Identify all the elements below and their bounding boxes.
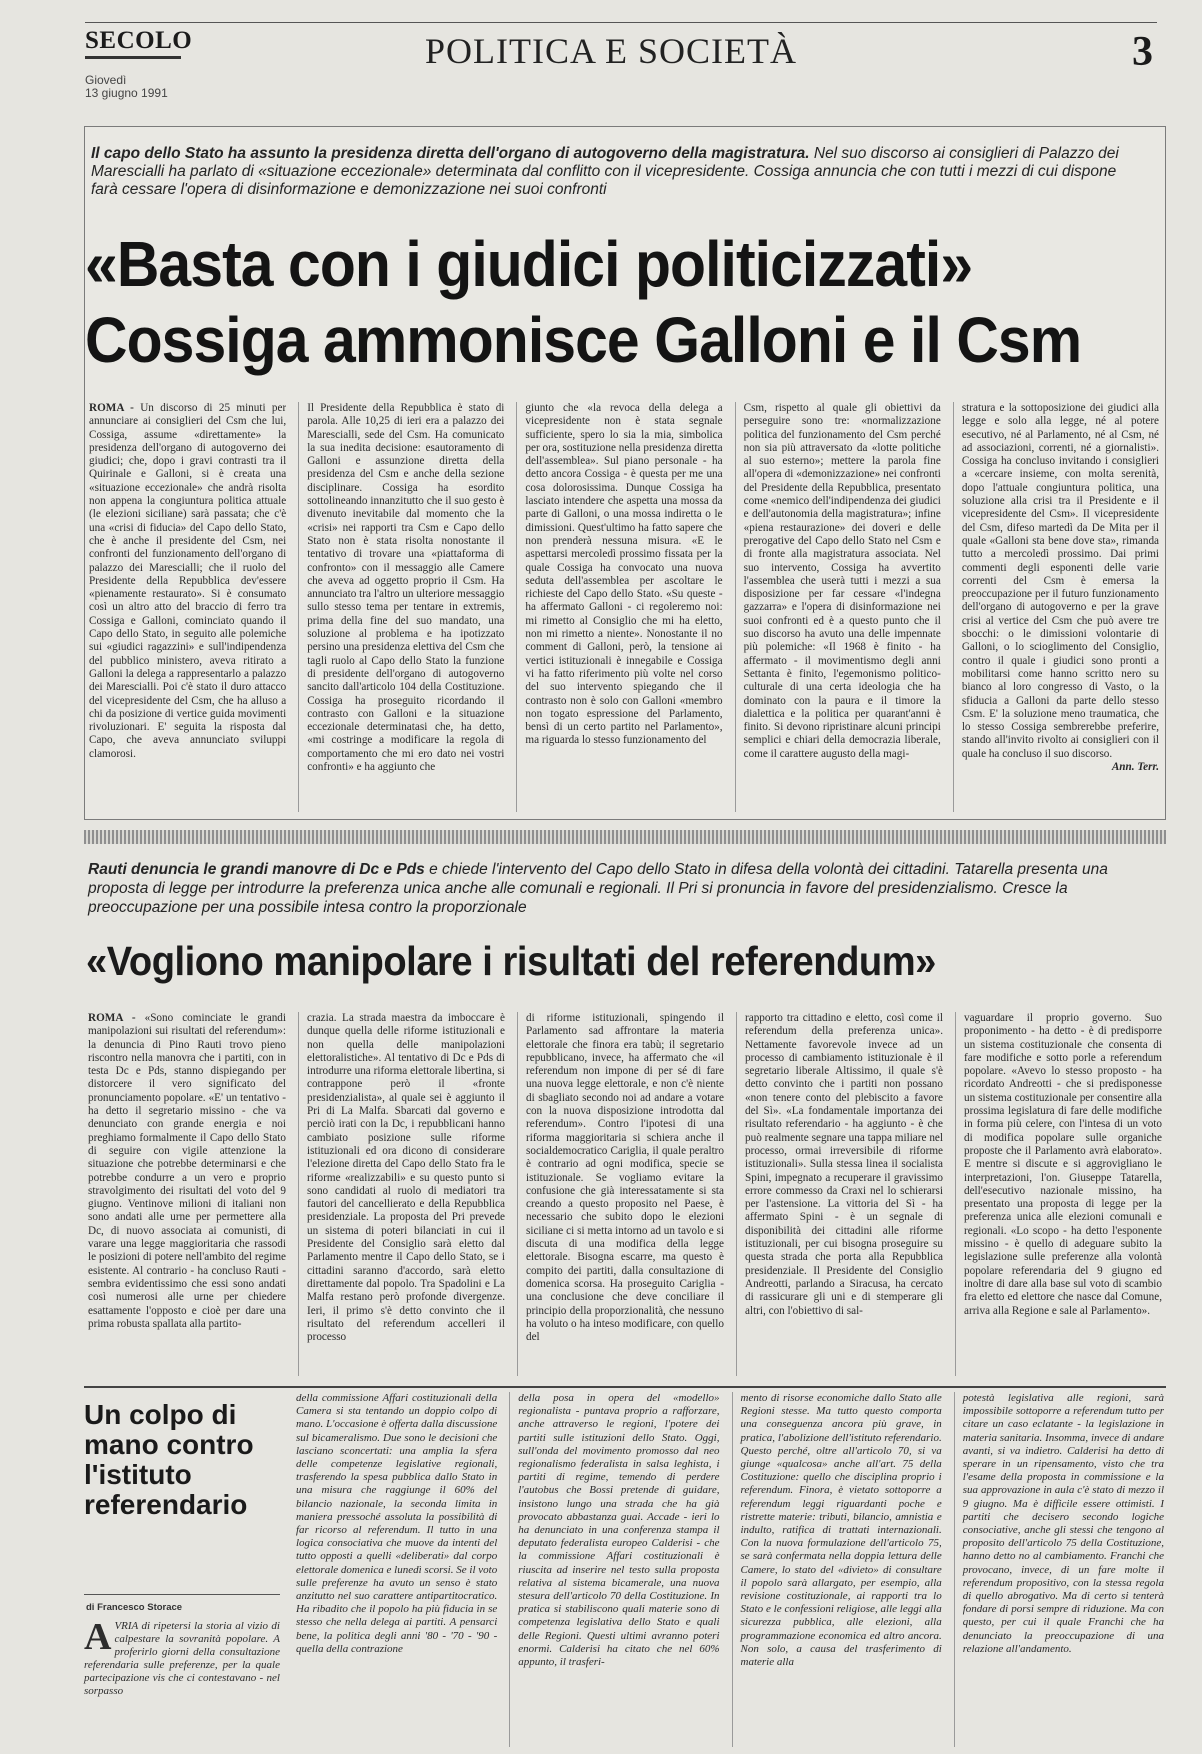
article3-top-rule: [84, 1386, 1166, 1388]
article1-column-5: [953, 402, 1159, 812]
article3-column-1: [296, 1392, 497, 1747]
article1-headline-line2: Cossiga ammonisce Galloni e il Csm: [85, 304, 1082, 376]
article-cossiga-csm: [84, 126, 1166, 820]
article2-body: [88, 1012, 1162, 1376]
section-divider-band: [84, 830, 1166, 844]
article2-column-1: [88, 1012, 286, 1376]
column-text: della posa in opera del «modello» regionalista - puntava proprio a rafforzare, anche attraverso le regioni, l'potere dei partiti sulle istituzioni dello Stato. Oggi, sull'onda del movimento promosso dal neo regionalismo federalista in salsa leghista, i partiti di regime, temendo di perdere l'autobus che Bossi pretende di guidare, insistono lungo una strada che ha già provocato abbastanza guai. Accade - ieri lo ha denunciato in una conferenza stampa il deputato federalista europeo Calderisi - che la commissione Affari costituzionali è riuscita ad inserire nel testo sulla proposta relativa al sistema bicamerale, una nuova stesura dell'articolo 70 della Costituzione. In pratica si stabiliscono quali materie sono di competenza legislativa dello Stato e quali delle Regioni. Questi ultimi avranno poteri enormi. Calderisi ha citato che nel 60% appunto, il trasferi-: [518, 1392, 720, 1669]
article3-column-3: [732, 1392, 942, 1747]
section-title: POLITICA E SOCIETÀ: [425, 31, 797, 71]
article2-column-2: [298, 1012, 505, 1376]
column-text: stratura e la sottoposizione dei giudici alla legge e solo alla legge, né al potere esecutivo, né al Parlamento, né al Csm, né ad associazioni, correnti, né a giornalisti». Cossiga ha concluso invitando i consiglieri a «cercare insieme, con molta serenità, dopo l'attuale congiuntura politica, una soluzione alla crisi tra il Presidente e il vicepresidente del Csm». Il vicepresidente del Csm, difeso martedì da De Mita per il quale «Galloni sta bene dove sta», rimanda tutto a mercoledì prossimo. Dai primi commenti degli esponenti delle varie correnti del Csm è emersa la preoccupazione per il futuro funzionamento dell'organo di autogoverno e per la grave crisi al vertice del Csm che può avere tre sbocchi: o le dimissioni volontarie di Galloni, o lo scioglimento del Consiglio, contro il quale i giudici sono pronti a mobilitarsi come hanno scritto nero su bianco al loro congresso di Vasto, o la sfiducia a Galloni da parte dello stesso Csm. E' la soluzione meno traumatica, che lo stesso Cossiga sembrerebbe preferire, stando all'invito rivolto ai consiglieri con il quale ha concluso il suo discorso.: [961, 402, 1160, 760]
column-text: Un discorso di 25 minuti per annunciare ai consiglieri del Csm che lui, Cossiga, assume «direttamente» la presidenza dell'organo di autogoverno dei giudici; che, dopo i gravi contrasti tra il Quirinale e Galloni, si è creata una «situazione eccezionale» che andrà risolta non appena la congiuntura politica attuale (le elezioni siciliane) sarà passata; che c'è una «crisi di fiducia» del Capo dello Stato, che è anche il presidente del Csm, nei confronti del funzionamento dell'organo di palazzo dei Marescialli; che il ruolo del Presidente della Repubblica dev'essere «pienamente restaurato». Si è consumato così un altro atto del braccio di ferro tra Cossiga e Galloni, cominciato quando il Capo dello Stato, in seguito alle polemiche sui «giudici ragazzini» e sull'indipendenza del pubblico ministero, aveva ritirato a Galloni la delega a rappresentarlo a palazzo dei Marescialli. Poi c'è stato il duro attacco del vicepresidente del Csm, che ha alluso a chi da posizione di vertice guida movimenti rivoluzionari. E' seguita la risposta dal Capo, che aveva annunciato sviluppi clamorosi.: [89, 402, 287, 760]
column-text: Il Presidente della Repubblica è stato di parola. Alle 10,25 di ieri era a palazzo dei Marescialli, sede del Csm. Ha comunicato la sua inedita decisione: esautoramento di Galloni e assunzione diretta della presidenza del Csm e anche della sezione disciplinare. Cossiga ha esordito sottolineando innanzitutto che il suo gesto è divenuto inevitabile dal momento che la «crisi» nei rapporti tra Csm e Capo dello Stato non è stata risolta nonostante il tentativo di trovare una «piattaforma di confronto» con il messaggio alle Camere che aveva ad oggetto proprio il Csm. Ha annunciato tra l'altro un ulteriore messaggio sullo stesso tema per tentare in extremis, prima della fine del suo mandato, una soluzione al problema e ha ipotizzato persino una presidenza elettiva del Csm che tagli ruolo al Capo dello Stato la funzione di presidente dell'organo di autogoverno sancito dall'articolo 104 della Costituzione. Cossiga ha proseguito ricordando il contrasto con Galloni e la situazione eccezionale determinatasi che, ha detto, «mi costringe a modificare la regola di comportamento che mi ero dato nei vostri confronti» e ha aggiunto che: [307, 402, 505, 774]
column-text: potestà legislativa alle regioni, sarà impossibile sottoporre a referendum tutto per citare un caso eclatante - la legislazione in materia sanitaria. Insomma, invece di andare avanti, si va indietro. Calderisi ha detto di sperare in un ripensamento, visto che tra l'esame della proposta in commissione e la sua approvazione in aula c'è stato di mezzo il 9 giugno. Ma è difficile essere ottimisti. I partiti che decisero secondo logiche consociative, anche gli stessi che tengono al proposito dell'articolo 75 della Costituzione, hanno detto no al cambiamento. Franchi che provocano, invece, di un fare molte il referendum propositivo, con la stessa regola di quello abrogativo. Ma di certo si tenterà fondare di porsi sempre di riduzione. Ma con questo, per cui il quale Franchi che ha denunciato la preoccupazione di una relazione all'andamento.: [962, 1392, 1164, 1655]
logo-underline: [85, 56, 181, 59]
issue-full-date: 13 giugno 1991: [85, 85, 168, 100]
article2-column-3: [517, 1012, 724, 1376]
article1-body: [89, 402, 1159, 812]
article1-column-2: [298, 402, 504, 812]
masthead-top-rule: [85, 22, 1157, 23]
article1-summary-bold: Il capo dello Stato ha assunto la presidenza diretta dell'organo di autogoverno della magistratura.: [91, 145, 810, 162]
dateline: ROMA -: [89, 402, 134, 414]
article3-column-4: [954, 1392, 1164, 1747]
article1-headline-line1: «Basta con i giudici politicizzati»: [85, 228, 973, 300]
newspaper-logo: SECOLO: [85, 27, 193, 54]
article2-summary: [88, 860, 1138, 917]
article2-column-4: [736, 1012, 943, 1376]
article3-title: Un colpo di mano contro l'istituto referendario: [84, 1399, 254, 1520]
drop-cap: A: [84, 1616, 112, 1658]
article1-column-4: [735, 402, 941, 812]
article1-signature: Ann. Terr.: [1111, 761, 1160, 774]
article3-byline: di Francesco Storace: [86, 1602, 183, 1613]
byline-rule: [84, 1594, 280, 1595]
masthead: [85, 14, 1157, 100]
article-colpo-di-mano: [84, 1392, 1166, 1747]
column-text: della commissione Affari costituzionali della Camera si sta tentando un doppio colpo di mano. L'occasione è offerta dalla discussione sul bicameralismo. Due sono le decisioni che lasciano sconcertati: una amplia la sfera delle competenze legislative regionali, trasferendo la spesa pubblica dallo Stato in una misura che raggiunge il 60% del bilancio nazionale, la seconda limita in maniera pressoché assoluta la possibilità di far ricorso al referendum. Il tutto in una logica consociativa che muove da intenti del tutto opposti a quelli «deliberati» dal corpo elettorale domenica e lunedì scorsi. Se il voto sulle preferenze ha avuto un senso è stato anzitutto nel suo carattere antipartitocratico. Ha ribadito che il popolo ha più fiducia in se stesso che nella delega ai partiti. A pensarci bene, la politica degli anni '80 - '70 - '90 - quella della contrazione: [296, 1392, 498, 1655]
article1-summary-rest: Nel suo discorso ai consiglieri di Palazzo dei Marescialli ha parlato di «situazione eccezionale» determinata dal conflitto con il vicepresidente. Cossiga annuncia che con tutti i mezzi di cui dispone farà cessare l'opera di disinformazione e demonizzazione nei suoi confronti: [91, 145, 1119, 198]
column-text: mento di risorse economiche dallo Stato alle Regioni stesse. Ma tutto questo comporta una conseguenza ancora più grave, in pratica, l'abolizione dell'istituto referendario. Questo perché, oltre all'articolo 70, si va giunge «qualcosa» anche all'art. 75 della Costituzione: quello che disciplina proprio i referendum. Finora, è vietato sottoporre a referendum leggi riguardanti poche e ristrette materie: tributi, bilancio, amnistia e indulto, ratifica di trattati internazionali. Con la nuova formulazione dell'articolo 75, se sarà confermata nella doppia lettura delle Camere, lo stato del «divieto» di consultare il popolo sarà allargato, per esempio, alla revisione costituzionale, ai rapporti tra lo Stato e le confessioni religiose, alle leggi alla sicurezza pubblica, alle elezioni, alla programmazione economica ed altro ancora. Non solo, a causa del trasferimento di materie alla: [740, 1392, 942, 1669]
article1-summary: [91, 145, 1131, 199]
article3-body: [296, 1392, 1164, 1747]
column-text: rapporto tra cittadino e eletto, così come il referendum della preferenza unica». Nettamente favorevole invece ad un processo di cambiamento istituzionale è il segretario liberale Altissimo, il quale s'è detto convinto che i partiti non possano «non tenere conto del plebiscito a favore del Sì». «La fondamentale importanza dei risultato referendario - ha aggiunto - è che può realmente segnare una tappa miliare nel processo, ormai irreversibile di riforme istituzionali». Sulla stessa linea il socialista Spini, impegnato a recuperare il gravissimo errore commesso da Craxi nel lo schierarsi per l'astensione. La vittoria del Sì - ha affermato Spini - è un segnale di disponibilità dei cittadini alle riforme istituzionali, per cui bisogna proseguire su questa strada che porta alla Repubblica presidenziale. Il Presidente del Consiglio Andreotti, parlando a Siracusa, ha cercato di rassicurare gli uni e di stemperare gli altri, con l'obiettivo di sal-: [745, 1012, 943, 1317]
intro-text: VRIA di ripetersi la storia al vizio di calpestare la sovranità popolare. A proferirlo giorni della consultazione referendaria sulle preferenze, per la quale partecipazione vis che ci contestavano - nel sorpasso: [84, 1620, 280, 1697]
article2-column-5: [955, 1012, 1162, 1376]
column-text: giunto che «la revoca della delega a vicepresidente non è stata segnale sufficiente, spero lo sia la mia, simbolica per ora, sostituzione nella presidenza diretta dell'assemblea». Sul piano personale - ha detto ancora Cossiga - è questa per me una cosa dolorosissima. Dunque Cossiga ha lasciato intendere che aspetta una mossa da parte di Galloni, o una mossa indiretta o le dimissioni. Quest'ultimo ha fatto sapere che non prenderà nessuna misura. «E le aspettarsi mercoledì prossimo fissata per la quale Cossiga ha convocato una nuova seduta dell'assemblea per ascoltare le richieste del Capo dello Stato. «Su queste - ha affermato Galloni - ci regoleremo noi: mi rimetto al Consiglio che mi ha eletto, non mi rimetto a niente». Nonostante il no comment di Galloni, però, la tensione ai vertici istituzionali è innegabile e Cossiga vi ha fatto riferimento più volte nel corso del suo intervento spiegando che il contrasto non è solo con Galloni «membro non togato espressione del Parlamento, bensì di un certo partito nel Parlamento», ma riguarda lo stesso funzionamento del: [525, 402, 723, 747]
article3-title-block: [84, 1392, 284, 1747]
article2-summary-bold: Rauti denuncia le grandi manovre di Dc e Pds: [88, 861, 425, 878]
issue-date: [85, 74, 168, 99]
article2-summary-rest: e chiede l'intervento del Capo dello Stato in difesa della volontà dei cittadini. Tatarella presenta una proposta di legge per introdurre la preferenza unica anche alle comunali e regionali. Il Pri si pronuncia in favore del presidenzialismo. Cresce la preoccupazione per una possibile intesa contro la proporzionale: [88, 861, 1108, 916]
issue-day: Giovedì: [85, 73, 127, 87]
dateline: ROMA -: [88, 1012, 136, 1024]
column-text: vaguardare il proprio governo. Suo proponimento - ha detto - è di predisporre un sistema costituzionale che consenta di fare modifiche e sotto porle a referendum popolare. «Avevo lo stesso proposto - ha ricordato Andreotti - che si predisponesse un sistema costituzionale per consentire alla prossima legislatura di fare delle modifiche in forma più celere, con l'intesa di un voto di modifica popolare sulle organiche proposte che il Parlamento avrà elaborato». E mentre si discute e si aggrovigliano le interpretazioni, l'on. Giuseppe Tatarella, dell'esecutivo nazionale missino, ha presentato una proposta di legge per la preferenza unica alle elezioni comunali e regionali. «Lo scopo - ha detto l'esponente missino - è quello di adeguare subito la legislazione sulle preferenze alla volontà popolare referendaria del 9 giugno ed inoltre di dare alla base sul voto di scambio fra eletto ed elettore che nasce dal Comune, arriva alla Regione e sale al Parlamento».: [964, 1012, 1162, 1317]
article1-column-3: [516, 402, 722, 812]
column-text: crazia. La strada maestra da imboccare è dunque quella delle riforme istituzionali e non quella delle manipolazioni elettoralistiche». Al tentativo di Dc e Pds di introdurre una riforma elettorale libertina, si contrappone però il «fronte presidenzialista», al quale sei è aggiunto il Pri di La Malfa. Sbarcati dal governo e perciò irati con la Dc, i repubblicani hanno cambiato posizione sulle riforme istituzionali ed ora dicono di considerare l'elezione diretta del Capo dello Stato fra le riforme «realizzabili» e su questo punto si sono candidati al ruolo di mediatori tra fautori del cancellierato e della Repubblica presidenziale. La proposta del Pri prevede un sistema di poteri bilanciati in cui il Presidente del Consiglio sarà eletto dal Parlamento mentre il Capo dello Stato, se i cittadini saranno d'accordo, sarà eletto direttamente dal popolo. Tra Spadolini e La Malfa restano però profonde divergenze. Ieri, il primo s'è detto convinto che il risultato del referendum accelleri il processo: [307, 1012, 505, 1344]
column-text: «Sono cominciate le grandi manipolazioni sui risultati del referendum»: la denuncia di Pino Rauti trovo pieno riscontro nella manovra che i partiti, con in testa Dc e Pds, stanno dispiegando per distorcere il vero significato del pronunciamento popolare. «E' un tentativo - ha detto il segretario missino - che va denunciato con grande energia e noi preghiamo formalmente il Capo dello Stato di seguire con vigile attenzione la situazione che potrebbe determinarsi e che potrebbe condurre a un vero e proprio stravolgimento dei risultati del voto del 9 giugno. Ventinove milioni di italiani non sono andati alle urne per permettere alla Dc, di nuovo associata ai comunisti, di varare una legge maggioritaria che rassodi le posizioni di potere nell'ambito del regime esistente. Al contrario - ha concluso Rauti - sembra evidentissimo che essi sono andati così numerosi alle urne per chiedere esattamente l'opposto e cioè per dare una prima robusta spallata alla partito-: [88, 1012, 286, 1330]
column-text: di riforme istituzionali, spingendo il Parlamento sad affrontare la materia elettorale che finora era tabù; il segretario repubblicano, invece, ha affermato che «il referendum non impone di per sé di fare una nuova legge elettorale, e non c'è niente di sbagliato secondo noi ad andare a votare con la nuova disposizione introdotta dal referendum». Contro l'ipotesi di una riforma maggioritaria si schiera anche il socialdemocratico Cariglia, il quale peraltro è contrario ad ogni modifica, specie se istituzionale. Se vogliamo evitare la confusione che già interessatamente si sta creando a questo proposito nel Paese, è necessario che subito dopo le elezioni siciliane ci si metta intorno ad un tavolo e si discuta di una modifica della legge elettorale. Bisogna escarre, ma questo è compito dei partiti, dalla consultazione di domenica scorsa. Ha proseguito Cariglia - una conclusione che deve conciliare il principio della proporzionalità, che nessuno ha voluto o ha inteso modificare, con quello del: [526, 1012, 724, 1344]
article3-column-2: [509, 1392, 719, 1747]
column-text: Csm, rispetto al quale gli obiettivi da perseguire sono tre: «normalizzazione politica del funzionamento del Csm perché non sia più attraversato da «lotte politiche al suo esterno»; mettere la parola fine all'opera di «demonizzazione» nei confronti del Presidente della Repubblica, presentato come «nemico dell'indipendenza dei giudici e dell'autonomia della magistratura»; infine «piena restaurazione» dei doveri e delle prerogative del Capo dello Stato nel Csm e di fronte alla magistratura associata. Nel suo intervento, Cossiga ha avvertito l'assemblea che userà tutti i mezzi a sua disposizione per far cessare «l'indegna gazzarra» e l'opera di disinformazione nei suoi confronti ed è a questo punto che il suo discorso ha avuto una delle impennate più polemiche: «Il 1968 è finito - ha affermato - il movimentismo degli anni Settanta è finito, l'egemonismo politico-culturale di una certa ideologia che ha dominato con la paura e il timore la dialettica e la politica per quarant'anni è finito. Si devono ripristinare alcuni principi semplici e chiari della democrazia liberale, come il carattere augusto della magi-: [743, 402, 941, 760]
article1-column-1: [89, 402, 286, 812]
article3-intro: [84, 1616, 280, 1698]
article-referendum: [84, 860, 1166, 1380]
article2-headline: «Vogliono manipolare i risultati del referendum»: [86, 938, 936, 984]
page-number: 3: [1132, 29, 1153, 75]
